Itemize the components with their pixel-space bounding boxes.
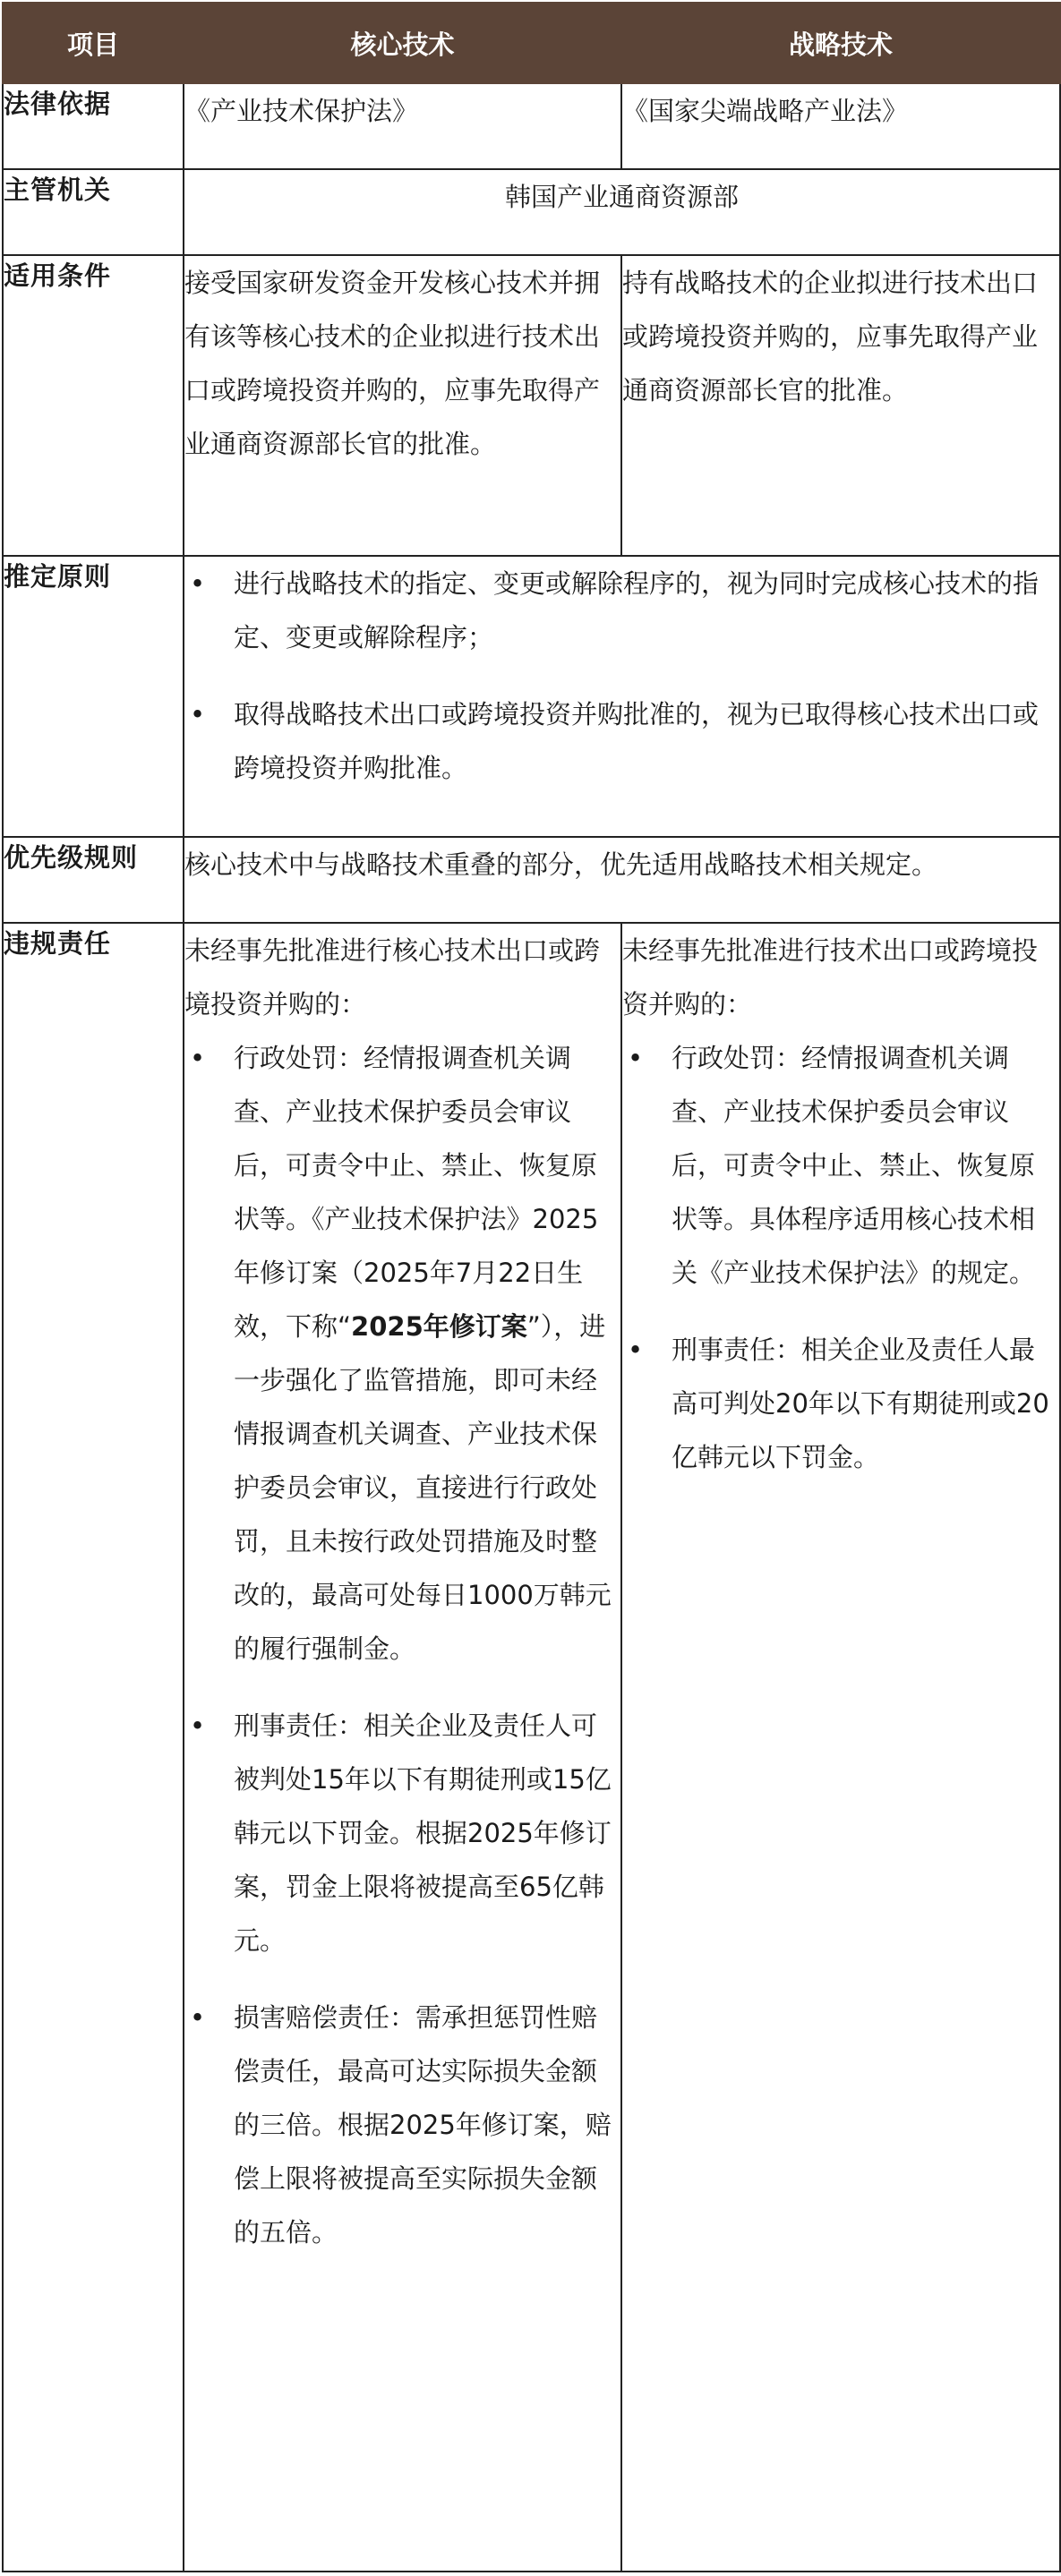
list-item-text: 取得战略技术出口或跨境投资并购批准的，视为已取得核心技术出口或跨境投资并购批准。 — [234, 699, 1040, 783]
list-item — [622, 1323, 1059, 1484]
row-authority — [3, 169, 1060, 255]
bullet-list — [184, 1031, 620, 2259]
bullet-icon: • — [190, 699, 206, 729]
damages-liability-text: 损害赔偿责任：需承担惩罚性赔偿责任，最高可达实际损失金额的三倍。根据2025年修订案，赔偿上限将被提高至实际损失金额的五倍。 — [234, 2002, 612, 2248]
admin-penalty-text-a: 行政处罚：经情报调查机关调查、产业技术保护委员会审议后，可责令中止、禁止、恢复原状等。《产业技术保护法》2025年修订案（2025年7月22日生效，下称“ — [234, 1043, 599, 1342]
row-conditions — [3, 255, 1060, 556]
row-priority — [3, 837, 1060, 923]
liability-strategic-intro: 未经事先批准进行技术出口或跨境投资并购的： — [622, 935, 1039, 1019]
liability-core-intro: 未经事先批准进行核心技术出口或跨境投资并购的： — [184, 935, 601, 1019]
bullet-icon: • — [190, 1043, 206, 1073]
conditions-strategic: 持有战略技术的企业拟进行技术出口或跨境投资并购的，应事先取得产业通商资源部长官的批准。 — [621, 255, 1060, 556]
admin-penalty-text-b: ”），进一步强化了监管措施，即可未经情报调查机关调查、产业技术保护委员会审议，直接进行行政处罚，且未按行政处罚措施及时整改的，最高可处每日1000万韩元的履行强制金。 — [234, 1311, 612, 1664]
list-item — [622, 1031, 1059, 1300]
row-liability — [3, 923, 1060, 2572]
liability-core — [184, 923, 621, 2572]
header-row — [3, 3, 1060, 83]
bullet-icon: • — [190, 1710, 206, 1741]
row-label: 适用条件 — [3, 255, 184, 556]
legal-basis-core: 《产业技术保护法》 — [184, 83, 621, 169]
legal-basis-strategic: 《国家尖端战略产业法》 — [621, 83, 1060, 169]
row-label: 优先级规则 — [3, 837, 184, 923]
list-item — [184, 557, 1059, 664]
list-item — [184, 687, 1059, 795]
bullet-icon: • — [190, 568, 206, 599]
liability-strategic — [621, 923, 1060, 2572]
bullet-icon: • — [628, 1335, 644, 1365]
bullet-icon: • — [190, 2002, 206, 2033]
authority-value: 韩国产业通商资源部 — [184, 169, 1060, 255]
admin-penalty-text: 行政处罚：经情报调查机关调查、产业技术保护委员会审议后，可责令中止、禁止、恢复原状等。具体程序适用核心技术相关《产业技术保护法》的规定。 — [672, 1043, 1036, 1288]
criminal-liability-text: 刑事责任：相关企业及责任人可被判处15年以下有期徒刑或15亿韩元以下罚金。根据2025年修订案，罚金上限将被提高至65亿韩元。 — [234, 1710, 612, 1956]
row-legal-basis — [3, 83, 1060, 169]
bullet-list — [622, 1031, 1059, 1484]
row-presumption — [3, 556, 1060, 837]
criminal-liability-text: 刑事责任：相关企业及责任人最高可判处20年以下有期徒刑或20亿韩元以下罚金。 — [672, 1335, 1049, 1472]
row-label: 违规责任 — [3, 923, 184, 2572]
bullet-list — [184, 557, 1059, 795]
priority-value: 核心技术中与战略技术重叠的部分，优先适用战略技术相关规定。 — [184, 837, 1060, 923]
list-item — [184, 1991, 620, 2259]
header-strategic-tech: 战略技术 — [621, 3, 1060, 83]
conditions-core: 接受国家研发资金开发核心技术并拥有该等核心技术的企业拟进行技术出口或跨境投资并购的，应事先取得产业通商资源部长官的批准。 — [184, 255, 621, 556]
row-label: 推定原则 — [3, 556, 184, 837]
list-item-text: 进行战略技术的指定、变更或解除程序的，视为同时完成核心技术的指定、变更或解除程序； — [234, 568, 1040, 653]
presumption-cell — [184, 556, 1060, 837]
bullet-icon: • — [628, 1043, 644, 1073]
row-label: 法律依据 — [3, 83, 184, 169]
list-item — [184, 1031, 620, 1676]
list-item — [184, 1699, 620, 1967]
admin-penalty-defined-term: 2025年修订案 — [351, 1311, 527, 1342]
row-label: 主管机关 — [3, 169, 184, 255]
comparison-table — [2, 2, 1061, 2572]
header-core-tech: 核心技术 — [184, 3, 621, 83]
header-item: 项目 — [3, 3, 184, 83]
